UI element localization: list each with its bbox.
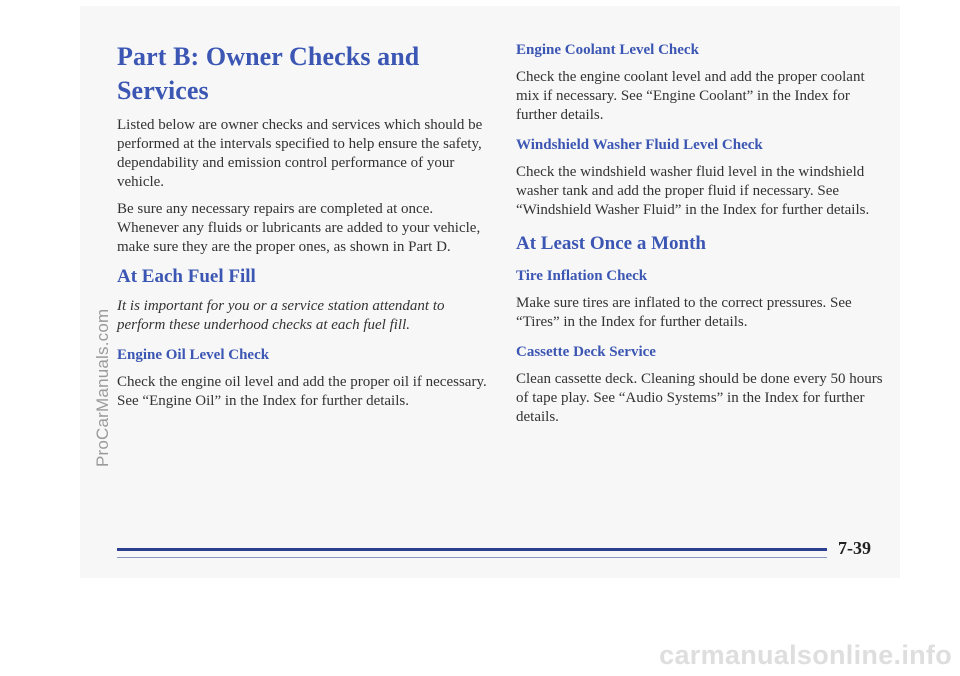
- washer-fluid-text: Check the windshield washer fluid level in the windshield washer tank and add the proper fluid if necessary. See “Windshield Washer Fluid” in the Index for further details.: [516, 164, 870, 218]
- right-column: [516, 40, 884, 427]
- section-heading-monthly: At Least Once a Month: [516, 233, 706, 254]
- subheading-tire-inflation: Tire Inflation Check: [516, 268, 648, 284]
- page-title: Part B: Owner Checks and Services: [117, 42, 420, 105]
- footer-rule-thick: [117, 548, 827, 551]
- cassette-deck-text: Clean cassette deck. Cleaning should be done every 50 hours of tape play. See “Audio Systems” in the Index for further details.: [516, 371, 883, 425]
- intro-paragraph-2: Be sure any necessary repairs are completed at once. Whenever any fluids or lubricants are added to your vehicle, make sure they are the proper ones, as shown in Part D.: [117, 201, 481, 255]
- tire-inflation-text: Make sure tires are inflated to the correct pressures. See “Tires” in the Index for further details.: [516, 295, 852, 330]
- engine-oil-text: Check the engine oil level and add the proper oil if necessary. See “Engine Oil” in the Index for further details.: [117, 374, 487, 409]
- intro-paragraph-1: Listed below are owner checks and services which should be performed at the intervals specified to help ensure the safety, dependability and emission control performance of your vehicle.: [117, 117, 483, 190]
- subheading-engine-oil: Engine Oil Level Check: [117, 347, 270, 363]
- subheading-cassette-deck: Cassette Deck Service: [516, 344, 656, 360]
- subheading-engine-coolant: Engine Coolant Level Check: [516, 42, 699, 58]
- section-heading-fuel-fill: At Each Fuel Fill: [117, 266, 256, 287]
- engine-coolant-text: Check the engine coolant level and add the proper coolant mix if necessary. See “Engine Coolant” in the Index for further details.: [516, 69, 865, 123]
- left-column: [117, 40, 487, 411]
- footer-rule-thin: [117, 557, 827, 558]
- subheading-washer-fluid: Windshield Washer Fluid Level Check: [516, 137, 763, 153]
- bottom-watermark: carmanualsonline.info: [659, 640, 952, 670]
- side-watermark: ProCarManuals.com: [93, 308, 112, 467]
- page-number: 7-39: [838, 538, 871, 558]
- fuel-fill-note: It is important for you or a service station attendant to perform these underhood checks at each fuel fill.: [117, 298, 445, 333]
